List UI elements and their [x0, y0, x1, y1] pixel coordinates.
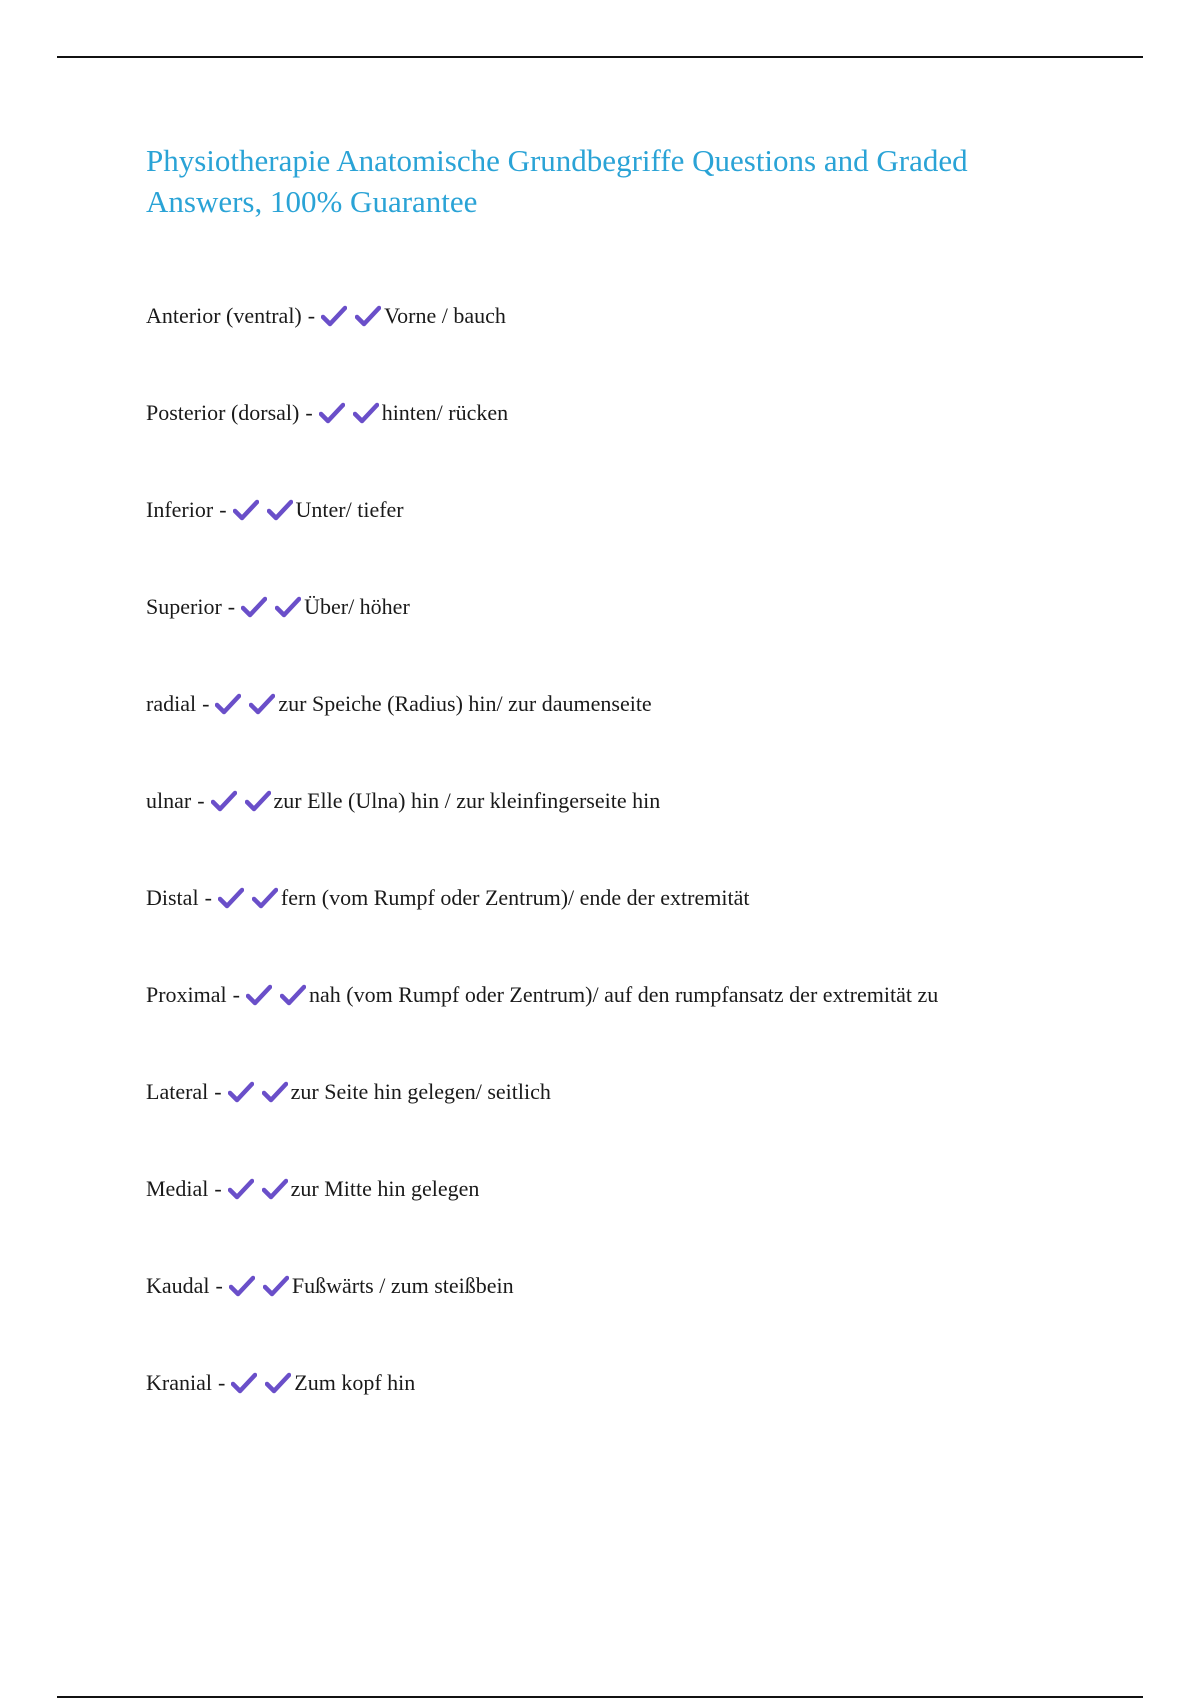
separator: -: [215, 1273, 223, 1298]
separator: -: [227, 594, 236, 619]
check-icon: [267, 499, 293, 521]
definition: zur Seite hin gelegen/ seitlich: [290, 1079, 551, 1104]
separator: -: [197, 788, 205, 813]
check-icon: [246, 984, 272, 1006]
term: Superior: [146, 594, 222, 619]
document-title: Physiotherapie Anatomische Grundbegriffe Questions and Graded Answers, 100% Guarantee: [146, 143, 968, 219]
check-icon: [280, 984, 306, 1006]
definition: Fußwärts / zum steißbein: [291, 1273, 514, 1298]
check-marks: [231, 1363, 291, 1403]
qa-item: [146, 781, 1146, 878]
check-marks: [321, 296, 381, 336]
check-icon: [233, 499, 259, 521]
definition: nah (vom Rumpf oder Zentrum)/ auf den rumpfansatz der extremität zu: [309, 982, 939, 1007]
definition: Über/ höher: [304, 594, 410, 619]
check-icon: [211, 790, 237, 812]
definition: hinten/ rücken: [381, 400, 509, 425]
qa-item: [146, 296, 1146, 393]
qa-item: [146, 1072, 1146, 1169]
check-icon: [229, 1275, 255, 1297]
check-icon: [265, 1372, 291, 1394]
term: Lateral: [146, 1079, 209, 1104]
check-icon: [228, 1178, 254, 1200]
definition: Zum kopf hin: [294, 1370, 416, 1395]
check-icon: [262, 1178, 288, 1200]
qa-item: [146, 684, 1146, 781]
separator: -: [214, 1176, 222, 1201]
check-icon: [353, 402, 379, 424]
qa-item: [146, 975, 1146, 1072]
separator: -: [219, 497, 227, 522]
term: ulnar: [146, 788, 192, 813]
check-icon: [275, 596, 301, 618]
separator: -: [214, 1079, 222, 1104]
separator: -: [305, 400, 313, 425]
separator: -: [204, 885, 212, 910]
check-marks: [228, 1072, 288, 1112]
qa-item: [146, 490, 1146, 587]
check-marks: [241, 587, 301, 627]
term: Distal: [146, 885, 199, 910]
qa-item: [146, 1363, 1146, 1460]
definition: zur Speiche (Radius) hin/ zur daumenseite: [278, 691, 652, 716]
check-marks: [228, 1169, 288, 1209]
term: Medial: [146, 1176, 209, 1201]
separator: -: [217, 1370, 226, 1395]
check-icon: [355, 305, 381, 327]
check-icon: [231, 1372, 257, 1394]
check-icon: [319, 402, 345, 424]
definition: fern (vom Rumpf oder Zentrum)/ ende der extremität: [280, 885, 750, 910]
definition: Unter/ tiefer: [295, 497, 404, 522]
check-icon: [228, 1081, 254, 1103]
check-icon: [252, 887, 278, 909]
check-marks: [246, 975, 306, 1015]
separator: -: [202, 691, 210, 716]
check-icon: [241, 596, 267, 618]
qa-item: [146, 393, 1146, 490]
term: radial: [146, 691, 197, 716]
definition: zur Mitte hin gelegen: [290, 1176, 480, 1201]
term: Kaudal: [146, 1273, 210, 1298]
check-icon: [249, 693, 275, 715]
qa-list: [146, 296, 1146, 1460]
check-icon: [262, 1081, 288, 1103]
qa-item: [146, 878, 1146, 975]
separator: -: [307, 303, 316, 328]
check-icon: [218, 887, 244, 909]
term: Inferior: [146, 497, 214, 522]
bottom-rule: [57, 1696, 1143, 1698]
check-marks: [211, 781, 271, 821]
check-icon: [245, 790, 271, 812]
definition: zur Elle (Ulna) hin / zur kleinfingerseite hin: [273, 788, 661, 813]
qa-item: [146, 587, 1146, 684]
check-icon: [215, 693, 241, 715]
check-marks: [218, 878, 278, 918]
check-icon: [321, 305, 347, 327]
qa-item: [146, 1266, 1146, 1363]
separator: -: [232, 982, 240, 1007]
term: Posterior (dorsal): [146, 400, 300, 425]
term: Proximal: [146, 982, 227, 1007]
check-marks: [233, 490, 293, 530]
top-rule: [57, 56, 1143, 58]
check-marks: [215, 684, 275, 724]
check-marks: [229, 1266, 289, 1306]
check-marks: [319, 393, 379, 433]
check-icon: [263, 1275, 289, 1297]
term: Kranial: [146, 1370, 212, 1395]
qa-item: [146, 1169, 1146, 1266]
term: Anterior (ventral): [146, 303, 302, 328]
definition: Vorne / bauch: [384, 303, 506, 328]
